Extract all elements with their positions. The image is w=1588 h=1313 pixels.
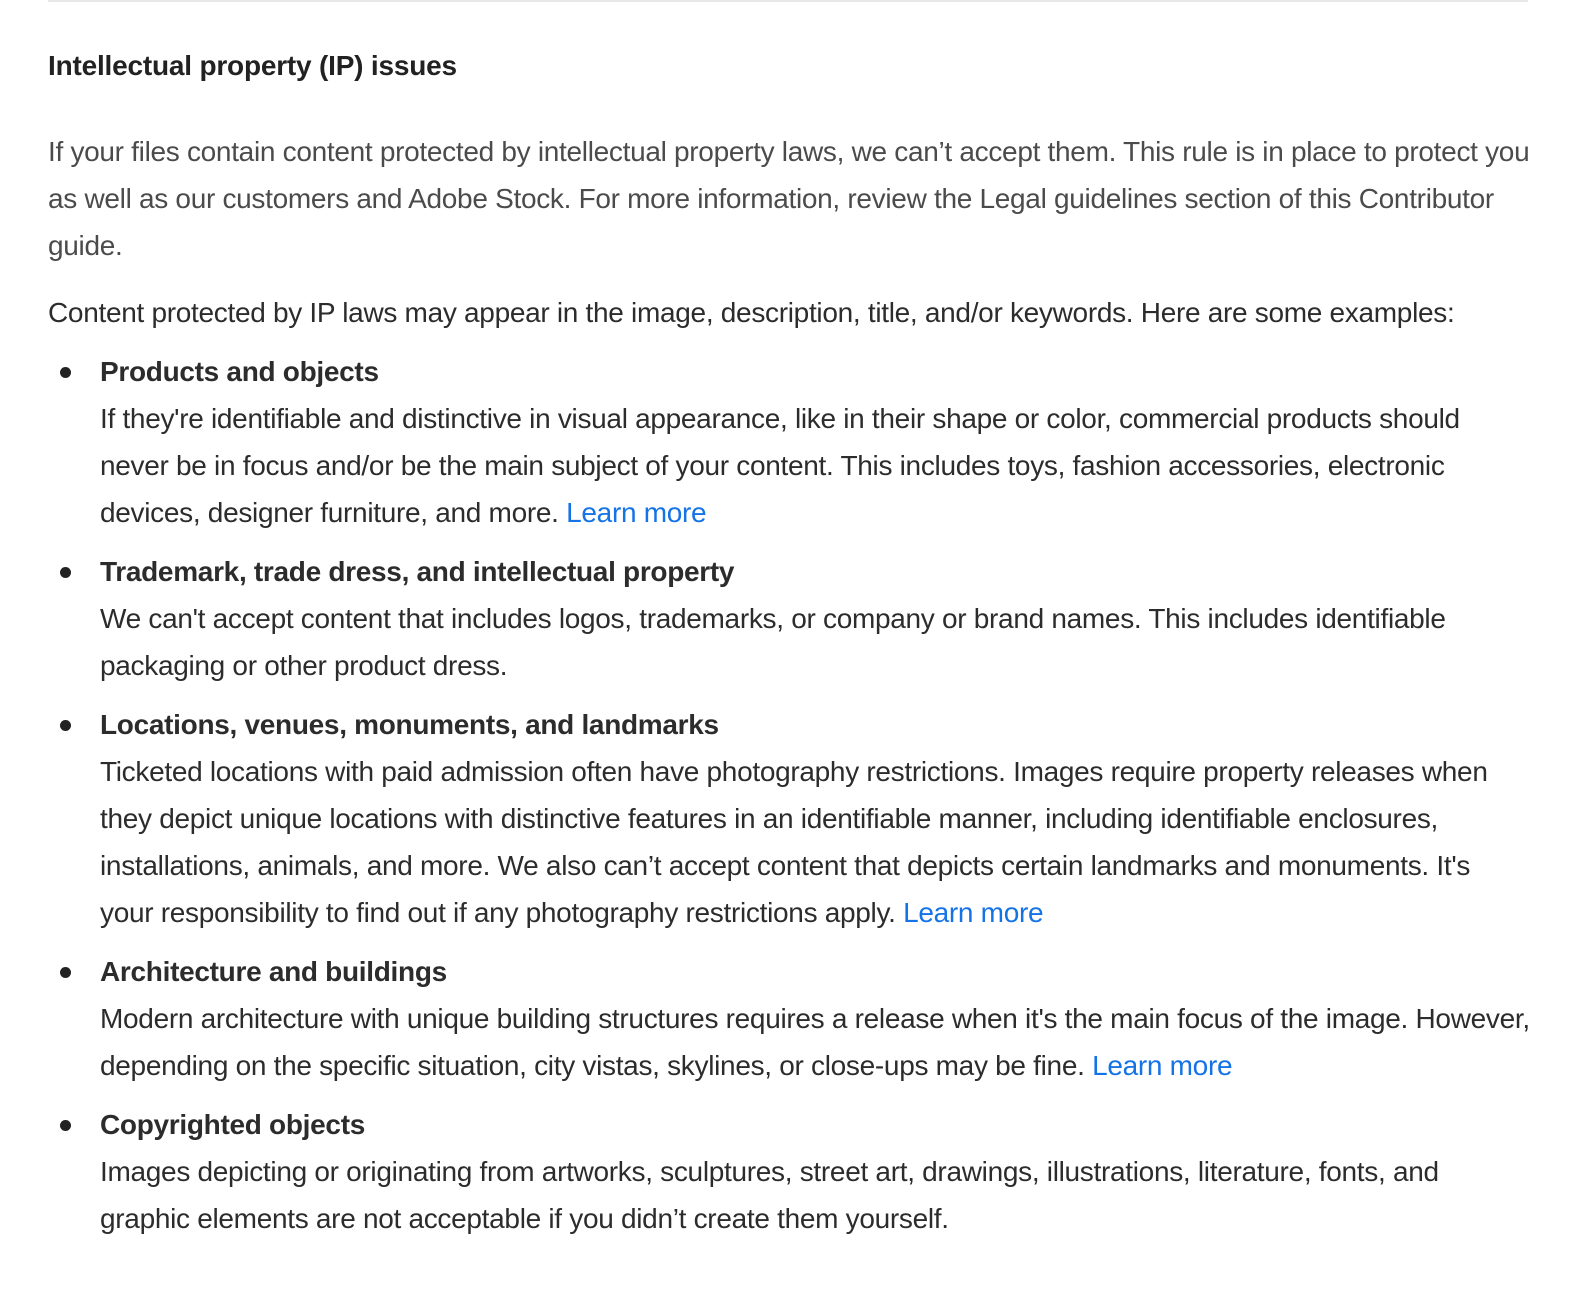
bullet-icon [60, 720, 71, 731]
ip-issues-section [48, 44, 1530, 1254]
example-description [100, 1148, 1530, 1242]
example-description [100, 995, 1530, 1089]
example-title: Copyrighted objects [100, 1109, 365, 1140]
example-item-products [48, 348, 1530, 536]
example-description [100, 395, 1530, 536]
example-item-trademark [48, 548, 1530, 689]
example-description [100, 595, 1530, 689]
bullet-icon [60, 567, 71, 578]
intro-paragraph: If your files contain content protected by intellectual property laws, we can’t accept them. This rule is in place to protect you as well as our customers and Adobe Stock. For more information, review the Legal guidelines section of this Contributor guide. [48, 136, 1530, 261]
example-description [100, 748, 1530, 936]
example-text: Modern architecture with unique building structures requires a release when it's the main focus of the image. However, depending on the specific situation, city vistas, skylines, or close-ups may be fine. [100, 1003, 1530, 1081]
example-text: We can't accept content that includes logos, trademarks, or company or brand names. This includes identifiable packaging or other product dress. [100, 603, 1446, 681]
section-heading: Intellectual property (IP) issues [48, 50, 457, 81]
example-title: Trademark, trade dress, and intellectual property [100, 556, 735, 587]
example-item-architecture [48, 948, 1530, 1089]
learn-more-link[interactable]: Learn more [1092, 1050, 1233, 1081]
example-item-locations [48, 701, 1530, 936]
top-divider [48, 0, 1528, 2]
example-title: Products and objects [100, 356, 379, 387]
examples-lead-paragraph: Content protected by IP laws may appear in the image, description, title, and/or keywords. Here are some examples: [48, 297, 1455, 328]
learn-more-link[interactable]: Learn more [903, 897, 1044, 928]
learn-more-link[interactable]: Learn more [566, 497, 707, 528]
bullet-icon [60, 367, 71, 378]
bullet-icon [60, 1120, 71, 1131]
bullet-icon [60, 967, 71, 978]
example-title: Locations, venues, monuments, and landmarks [100, 709, 719, 740]
examples-list [48, 348, 1530, 1242]
example-item-copyrighted [48, 1101, 1530, 1242]
example-text: Ticketed locations with paid admission often have photography restrictions. Images require property releases when they depict unique locations with distinctive features in an identifiable manner, including identifiable enclosures, installations, animals, and more. We also can’t accept content that depicts certain landmarks and monuments. It's your responsibility to find out if any photography restrictions apply. [100, 756, 1488, 928]
example-title: Architecture and buildings [100, 956, 447, 987]
example-text: Images depicting or originating from artworks, sculptures, street art, drawings, illustrations, literature, fonts, and graphic elements are not acceptable if you didn’t create them yourself. [100, 1156, 1439, 1234]
example-text: If they're identifiable and distinctive in visual appearance, like in their shape or color, commercial products should never be in focus and/or be the main subject of your content. This includes toys, fashion accessories, electronic devices, designer furniture, and more. [100, 403, 1460, 528]
